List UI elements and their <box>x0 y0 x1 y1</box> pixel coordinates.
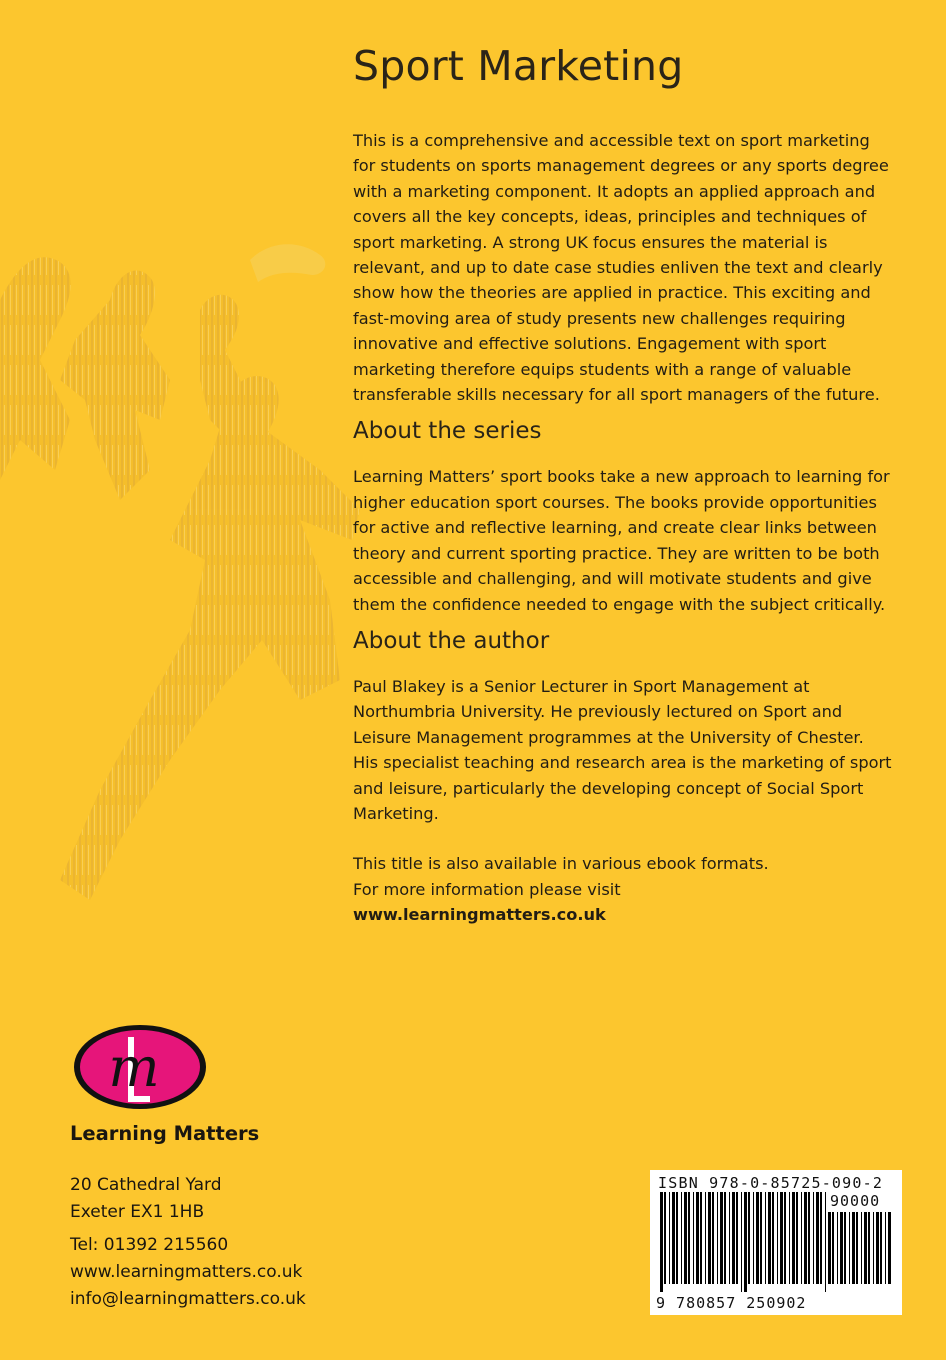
address-line-2: Exeter EX1 1HB <box>70 1202 205 1222</box>
author-bio: Paul Blakey is a Senior Lecturer in Sport Management at Northumbria University. He previously lectured on Sport and Leisure Management programmes at the University of Chester. His specialist teaching and research area is the marketing of sport and leisure, particularly the developing concept of Social Sport Marketing. <box>353 676 892 823</box>
learning-matters-logo <box>70 1022 210 1112</box>
price-code: 90000 <box>830 1192 881 1210</box>
main-text-column <box>353 42 893 928</box>
barcode-number: 9 780857 250902 <box>656 1294 807 1312</box>
publisher-website[interactable]: www.learningmatters.co.uk <box>70 1262 303 1282</box>
publisher-contact <box>70 1232 306 1313</box>
publisher-address <box>70 1172 222 1226</box>
isbn-label: ISBN 978-0-85725-090-2 <box>658 1174 884 1192</box>
svg-text:m: m <box>108 1036 160 1099</box>
ebook-availability-note: This title is also available in various ebook formats. <box>353 854 769 874</box>
series-description: Learning Matters’ sport books take a new approach to learning for higher education sport courses. The books provide opportunities for active and reflective learning, and create clear links between theory and current sporting practice. They are written to be both accessible and challenging, and will motivate students and give them the confidence needed to engage with the subject critically. <box>353 467 890 614</box>
website-link[interactable]: www.learningmatters.co.uk <box>353 905 606 925</box>
book-title: Sport Marketing <box>353 42 684 90</box>
publisher-email[interactable]: info@learningmatters.co.uk <box>70 1289 306 1309</box>
barcode-bars <box>660 1192 828 1292</box>
more-info-note: For more information please visit <box>353 879 621 899</box>
price-barcode-bars <box>828 1212 894 1292</box>
address-line-1: 20 Cathedral Yard <box>70 1175 222 1195</box>
author-heading: About the author <box>353 627 550 654</box>
isbn-barcode <box>650 1170 902 1315</box>
series-heading: About the series <box>353 418 542 445</box>
publisher-name: Learning Matters <box>70 1122 260 1145</box>
book-description: This is a comprehensive and accessible text on sport marketing for students on sports management degrees or any sports degree with a marketing component. It adopts an applied approach and covers all the key concepts, ideas, principles and techniques of sport marketing. A strong UK focus ensures the material is relevant, and up to date case studies enliven the text and clearly show how the theories are applied in practice. This exciting and fast-moving area of study presents new challenges requiring innovative and effective solutions. Engagement with sport marketing therefore equips students with a range of valuable transferable skills necessary for all sport managers of the future. <box>353 131 889 405</box>
telephone: Tel: 01392 215560 <box>70 1235 229 1255</box>
